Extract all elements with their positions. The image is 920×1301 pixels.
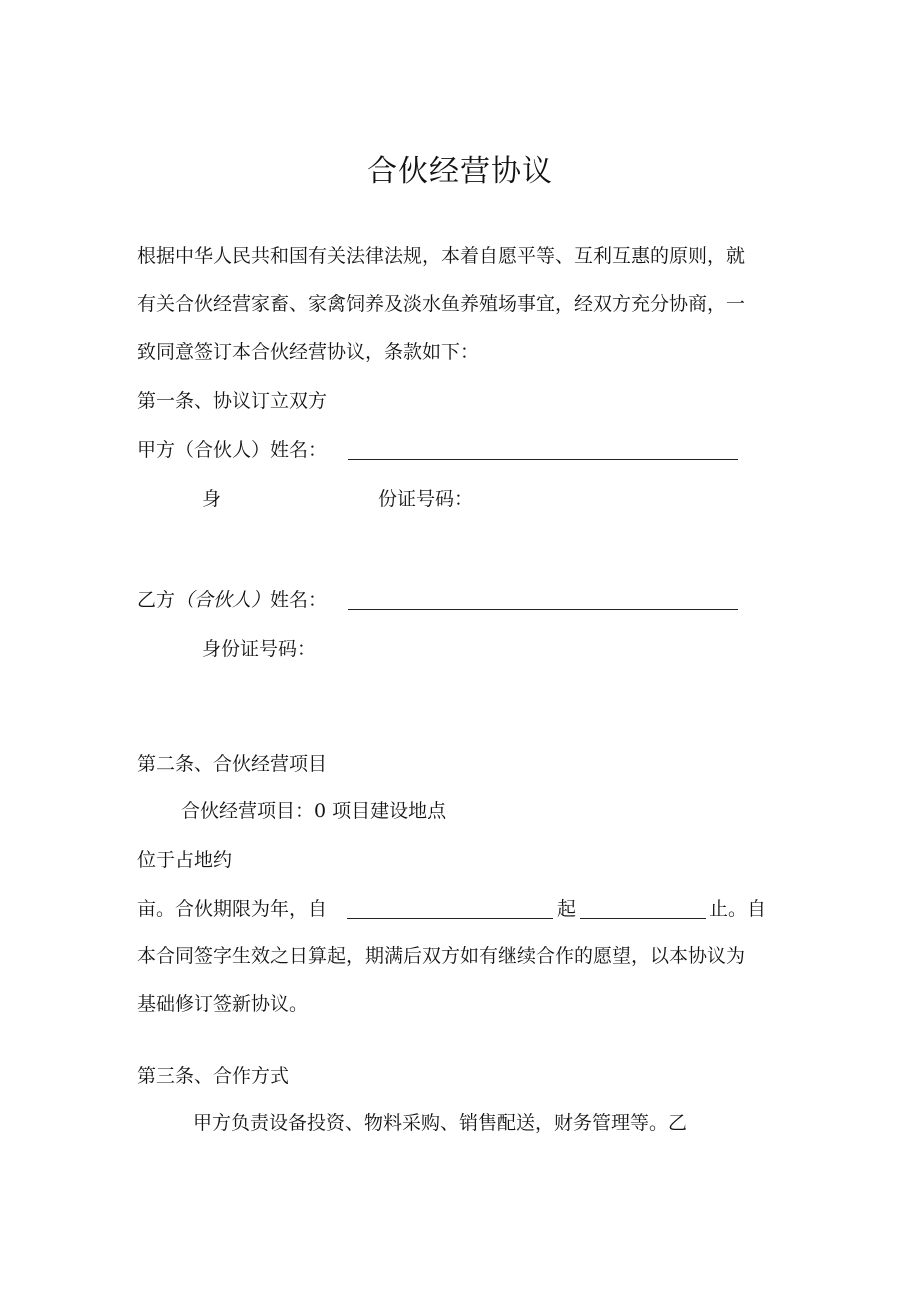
party-b-name-label <box>137 591 327 610</box>
article2-heading: 第二条、合伙经营项目 <box>137 753 328 775</box>
preamble-line: 有关合伙经营家畜、家禽饲养及淡水鱼养殖场事宜，经双方充分协商，一 <box>137 293 746 315</box>
party-b-role: （合伙人） <box>175 589 271 611</box>
preamble-line: 根据中华人民共和国有关法律法规，本着自愿平等、互利互惠的原则，就 <box>137 245 746 267</box>
renewal-line: 基础修订签新协议。 <box>137 993 309 1015</box>
party-b-id-label: 身份证号码： <box>202 638 317 660</box>
term-start-field[interactable] <box>347 900 553 923</box>
renewal-line: 本合同签字生效之日算起，期满后双方如有继续合作的愿望，以本协议为 <box>137 945 746 967</box>
party-b-name-field[interactable] <box>348 591 738 614</box>
article3-heading: 第三条、合作方式 <box>137 1065 290 1087</box>
party-b-prefix: 乙方 <box>137 589 176 611</box>
project-line: 合伙经营项目：0 项目建设地点 <box>181 800 447 822</box>
term-end-field[interactable] <box>580 900 706 923</box>
party-a-name-label: 甲方（合伙人）姓名： <box>137 439 328 461</box>
party-a-name-field[interactable] <box>348 441 738 464</box>
renewal-paragraph <box>137 932 787 1028</box>
location-line: 位于占地约 <box>137 849 233 871</box>
term-to-label: 止。自 <box>709 898 767 920</box>
cooperation-line: 甲方负责设备投资、物料采购、销售配送，财务管理等。乙 <box>193 1112 688 1134</box>
article1-heading: 第一条、协议订立双方 <box>137 390 328 412</box>
party-a-id-label-start: 身 <box>202 488 222 510</box>
preamble-line: 致同意签订本合伙经营协议，条款如下： <box>137 341 480 363</box>
preamble-paragraph <box>137 232 787 376</box>
party-b-name-text: 姓名： <box>270 589 328 611</box>
term-prefix: 亩。合伙期限为年，自 <box>137 898 328 920</box>
document-title: 合伙经营协议 <box>367 154 553 189</box>
party-a-id-label-end: 份证号码： <box>378 488 474 510</box>
term-from-label: 起 <box>557 898 577 920</box>
